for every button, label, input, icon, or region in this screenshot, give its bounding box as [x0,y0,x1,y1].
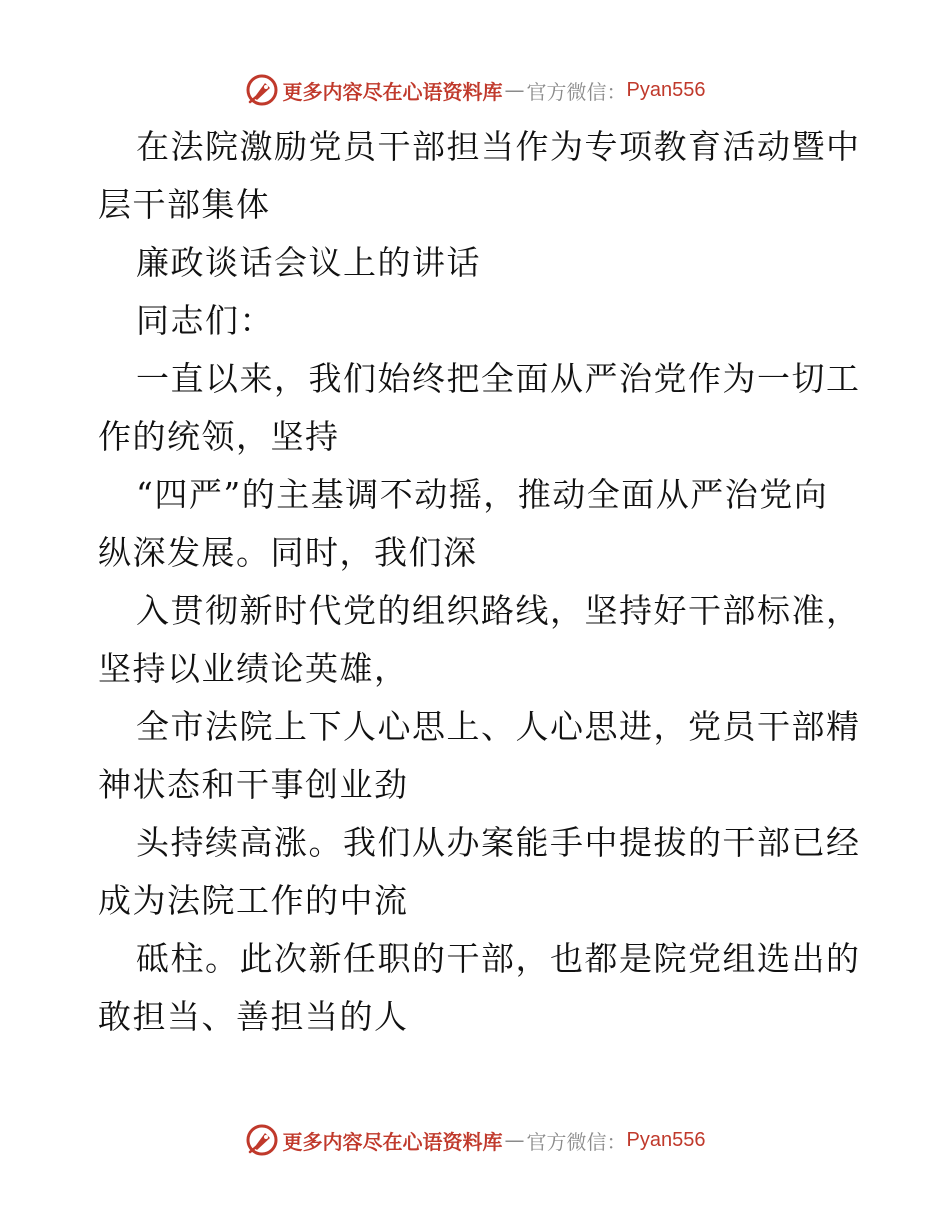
banner-wechat-id: Pyan556 [626,78,706,101]
footer-banner [0,1120,950,1160]
text-line: 敢担当、善担当的人 [98,997,409,1036]
text-line: 层干部集体 [98,185,271,224]
banner-text: 更多内容尽在心语资料库 [282,79,503,104]
text-line: 入贯彻新时代党的组织路线，坚持好干部标准， [136,591,861,630]
text-line: 砥柱。此次新任职的干部，也都是院党组选出的 [136,939,861,978]
text-line: 同志们： [136,301,274,340]
text-line: 廉政谈话会议上的讲话 [136,243,481,282]
banner-text: 更多内容尽在心语资料库 [282,1129,503,1154]
banner-dash: — [504,1128,525,1152]
banner-wechat-label: 官方微信： [526,1129,627,1154]
banner-dash: — [504,78,525,102]
header-banner [0,70,950,110]
text-line: 纵深发展。同时，我们深 [98,533,478,572]
text-line: 神状态和干事创业劲 [98,765,409,804]
text-line: 一直以来，我们始终把全面从严治党作为一切工 [136,359,861,398]
pen-nib-logo-icon [245,1123,279,1157]
text-line: 坚持以业绩论英雄， [98,649,409,688]
pen-nib-logo-icon [245,73,279,107]
text-line: 头持续高涨。我们从办案能手中提拔的干部已经 [136,823,861,862]
text-line: 在法院激励党员干部担当作为专项教育活动暨中 [136,127,861,166]
banner-wechat-label: 官方微信： [526,79,627,104]
text-line: 成为法院工作的中流 [98,881,409,920]
text-line: 全市法院上下人心思上、人心思进，党员干部精 [136,707,861,746]
banner-wechat-id: Pyan556 [626,1128,706,1151]
text-line: 作的统领，坚持 [98,417,340,456]
text-line: “四严”的主基调不动摇，推动全面从严治党向 [136,475,829,514]
document-body [98,118,861,1046]
